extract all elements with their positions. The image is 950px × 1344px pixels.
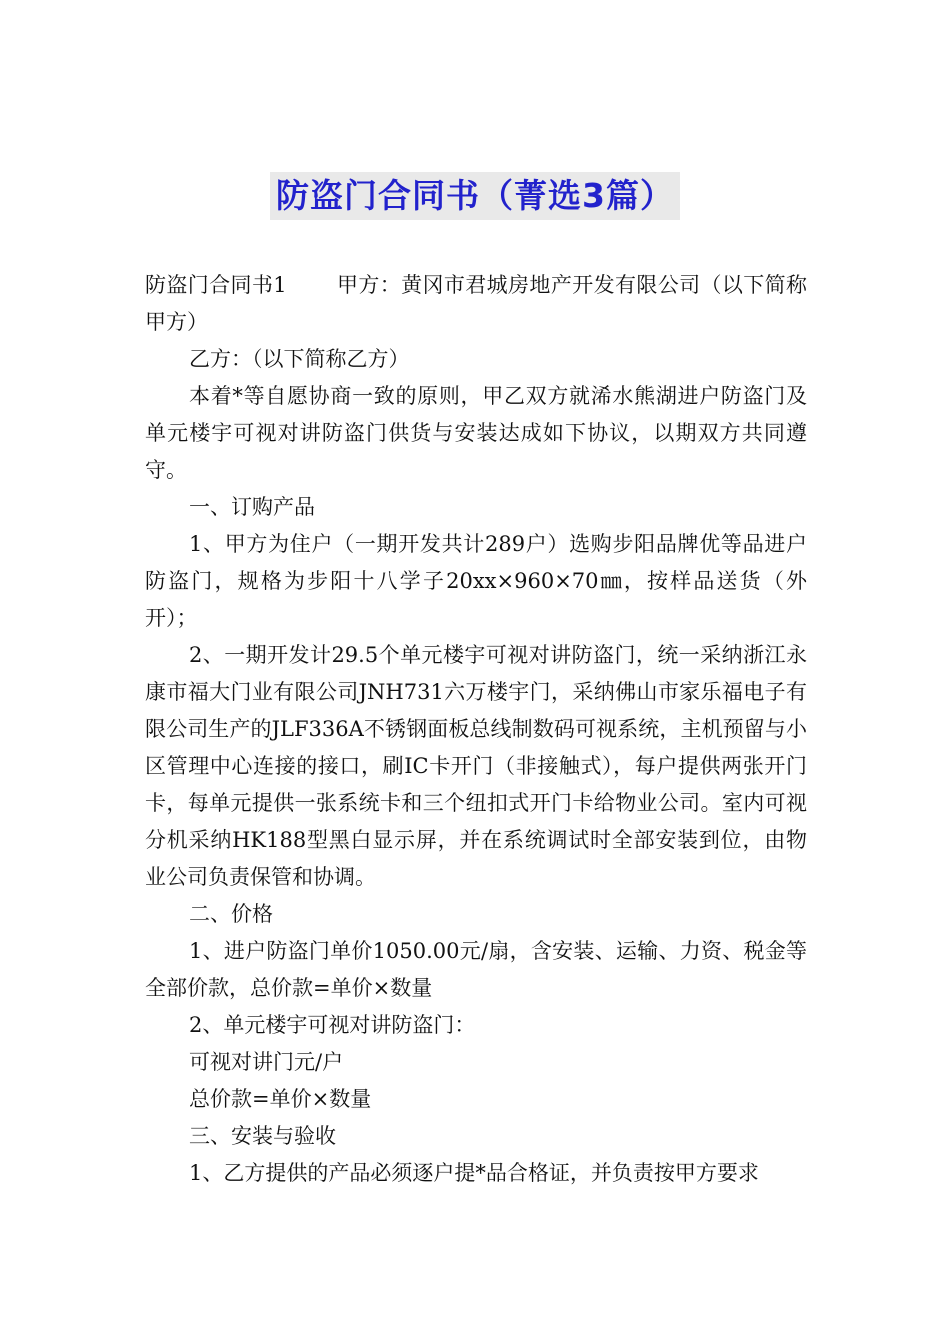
paragraph: 2、单元楼宇可视对讲防盗门： — [189, 1013, 476, 1037]
paragraph: 本着*等自愿协商一致的原则，甲乙双方就浠水熊湖进户防盗门及单元楼宇可视对讲防盗门供货与安装达成如下协议，以期双方共同遵守。 — [145, 384, 807, 482]
paragraph: 总价款=单价×数量 — [189, 1087, 372, 1111]
intro-line — [145, 267, 807, 341]
document-title: 防盗门合同书（菁选3篇） — [270, 172, 680, 220]
section-heading: 二、价格 — [189, 902, 273, 926]
intro-heading: 防盗门合同书1 — [145, 273, 287, 297]
section-heading: 一、订购产品 — [189, 495, 315, 519]
paragraph: 可视对讲门元/户 — [189, 1050, 344, 1074]
document-body — [145, 267, 807, 1192]
paragraph: 1、甲方为住户（一期开发共计289户）选购步阳品牌优等品进户防盗门，规格为步阳十八学子20xx×960×70㎜，按样品送货（外开）； — [145, 532, 807, 630]
paragraph: 2、一期开发计29.5个单元楼宇可视对讲防盗门，统一采纳浙江永康市福大门业有限公司JNH731六万楼宇门，采纳佛山市家乐福电子有限公司生产的JLF336A不锈钢面板总线制数码可视系统，主机预留与小区管理中心连接的接口，刷IC卡开门（非接触式），每户提供两张开门卡，每单元提供一张系统卡和三个纽扣式开门卡给物业公司。室内可视分机采纳HK188型黑白显示屏，并在系统调试时全部安装到位，由物业公司负责保管和协调。 — [145, 643, 807, 889]
party-a-line: 甲方：黄冈市君城房地产开发有限公司（以下简称甲方） — [145, 273, 807, 334]
paragraph: 1、进户防盗门单价1050.00元/扇，含安装、运输、力资、税金等全部价款，总价款=单价×数量 — [145, 939, 807, 1000]
paragraph: 乙方：（以下简称乙方） — [189, 347, 410, 371]
section-heading: 三、安装与验收 — [189, 1124, 336, 1148]
title-container — [0, 172, 950, 220]
paragraph: 1、乙方提供的产品必须逐户提*品合格证，并负责按甲方要求 — [189, 1161, 759, 1185]
